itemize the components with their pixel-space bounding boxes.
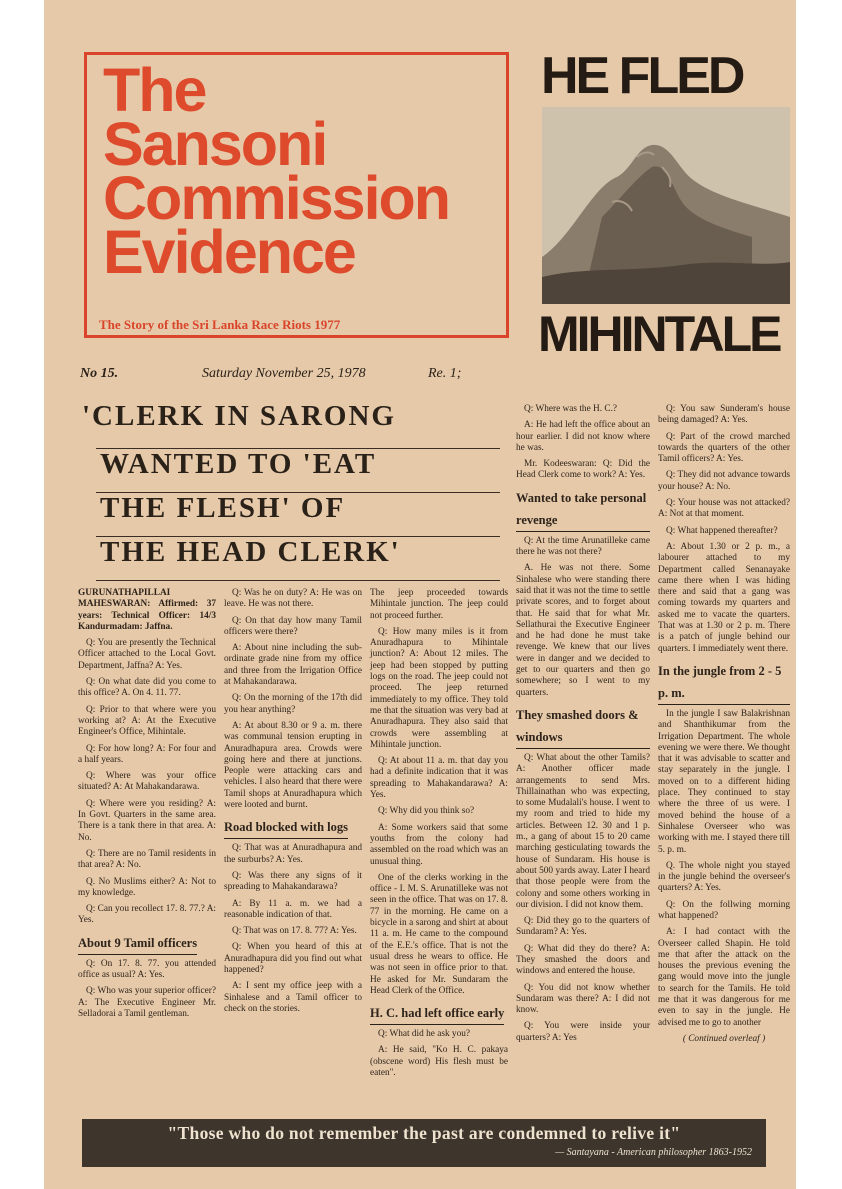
masthead-title [103,56,450,286]
subheading-text: Road blocked with logs [224,816,348,839]
paragraph: A. He was not there. Some Sinhalese who were standing there said that it was not the time to settle private scores, and to forget about that. He said that for what Mr. Sellathurai the Executive Engineer and he had done he must take revenge. We knew that our lives were in danger and we decided to get to our quarters and then go somewhere; so I went to my quarters. [516,563,650,698]
footer-quote-banner [82,1119,766,1167]
photo-headline-bottom: MIHINTALE [538,306,780,362]
masthead [84,52,509,338]
paragraph: A: At about 8.30 or 9 a. m. there was communal tension erupting in Anuradhapura area. Crowds were going here and there at junctions. People were attacking cars and vehicles. I also heard that there were Tamil shops at Anuradhapura which were looted and burnt. [224,720,362,811]
paragraph: Q: What happened thereafter? [666,525,778,536]
paragraph: Q: Where was the H. C.? [524,404,618,414]
paragraph: Q: There are no Tamil residents in that area? A: No. [78,848,216,871]
paragraph: Q: Who was your superior officer? A: The Executive Engineer Mr. Selladorai a Tamil gentleman. [78,986,216,1019]
article-column-5 [658,404,790,1050]
masthead-title-line: Sansoni [103,110,327,178]
paragraph: Q: Was he on duty? A: He was on leave. He was not there. [224,588,362,610]
photo-headline-top: HE FLED [541,47,743,105]
subheading [658,660,790,705]
paragraph: Q: At the time Arunatilleke came there he was not there? [516,535,650,558]
paragraph: A: He said, "Ko H. C. pakaya (obscene word) His flesh must be eaten". [370,1045,508,1078]
paragraph: Q: Why did you think so? [378,806,475,817]
paragraph: Q: Where was your office situated? A: At Mahakandarawa. [78,771,216,793]
paragraph: One of the clerks working in the office - I. M. S. Arunatilleke was not seen in the office. That was on 17. 8. 77 in the morning. He came on a bicycle in a sarong and shirt at about 11 a. m. He came to the compound of the E.E.'s office. That is not the usual dress he wears to office. He was not seen in office prior to that. He asked for Mr. Sundaram the Head Clerk of the Office. [370,872,508,996]
paragraph: Q: On 17. 8. 77. you attended office as usual? A: Yes. [78,958,216,981]
headline-line-3: THE FLESH' OF [100,492,346,524]
newspaper-page [44,0,796,1189]
article-column-1 [78,588,216,1025]
mihintale-rock-photo [542,107,790,304]
article-column-4 [516,404,650,1049]
masthead-title-line: Evidence [103,218,355,286]
subheading [516,704,650,749]
subheading [516,487,650,532]
paragraph: In the jungle I saw Balakrishnan and Shanthikumar from the Irrigation Department. The whole evening we were there. We thought that it was advisable to scatter and stay separately in the jungle. I moved on to a different hiding place. They continued to stay where the three of us were. I moved behind the house of a Sinhalese Overseer who was working with me. I stayed there till 5. p. m. [658,708,790,855]
paragraph: Q: What did they do there? A: They smashed the doors and windows and entered the house. [516,943,650,977]
paragraph: Q: When you heard of this at Anuradhapura did you find out what happened? [224,942,362,976]
paragraph: Q: Prior to that where were you working at? A: At the Executive Engineer's Office, Mihintale. [78,704,216,738]
headline-line-4: THE HEAD CLERK' [100,536,401,568]
paragraph: Q: What did he ask you? [378,1029,471,1040]
paragraph: Q. No Muslims either? A: Not to my knowledge. [78,876,216,898]
paragraph: A: About 1.30 or 2 p. m., a labourer attached to my Department called Senanayake came there when I was hiding there and said that a gang was coming towards my quarters and asked me to vacate the quarters. That was at 1.30 or 2 p. m. There is a patch of jungle behind our quarters. I immediately went there. [658,541,790,654]
paragraph: A: I sent my office jeep with a Sinhalese and a Tamil officer to check on the stories. [224,981,362,1014]
paragraph: Q: At about 11 a. m. that day you had a definite indication that it was spreading to Mahakandarawa? A: Yes. [370,756,508,801]
subheading-text: They smashed doors & windows [516,704,650,749]
witness-intro: GURUNATHAPILLAI MAHESWARAN: Affirmed: 37 years: Technical Officer: 14/3 Kandurmadam: Jaffna. [78,588,216,632]
masthead-title-line: The [103,56,206,124]
headline-rule [96,580,500,581]
paragraph: A: By 11 a. m. we had a reasonable indication of that. [224,898,362,920]
paragraph: A: I had contact with the Overseer called Shapin. He told me that after the attack on the houses the previous evening the gang would move into the jungle to search for the Tamils. He told me that it was dangerous for me even to say in the jungle. He advised me to go to another [658,927,790,1028]
footer-quote: "Those who do not remember the past are condemned to relive it" [167,1123,681,1143]
paragraph: Q: Did they go to the quarters of Sundaram? A: Yes. [516,916,650,938]
paragraph: A: About nine including the sub-ordinate grade nine from my office and three from the Irrigation Office at Mahakandarawa. [224,643,362,688]
subheading-text: About 9 Tamil officers [78,932,197,955]
masthead-title-line: Commission [103,164,450,232]
subheading-text: H. C. had left office early [370,1002,504,1025]
paragraph: Q: You saw Sunderam's house being damaged? A: Yes. [658,404,790,426]
subheading [224,816,362,839]
issue-number: No 15. [80,366,119,381]
paragraph: Mr. Kodeeswaran: Q: Did the Head Clerk come to work? A: Yes. [516,459,650,481]
masthead-subtitle: The Story of the Sri Lanka Race Riots 1977 [99,317,341,332]
issue-price: Re. 1; [428,366,462,381]
paragraph: Q: For how long? A: For four and a half years. [78,743,216,765]
subheading [78,932,216,955]
paragraph: Q: How many miles is it from Anuradhapura to Mihintale junction? A: About 12 miles. The jeep had been stopped by putting logs on the road. The jeep could not proceed. The jeep returned immediately to my office. They told me that the situation was very bad at Anuradhapura. They also said that crowds were assembling at Mihintale junction. [370,626,508,750]
paragraph: Q: They did not advance towards your house? A: No. [658,470,790,492]
subheading [370,1002,508,1025]
rock-landscape-image [542,107,790,304]
paragraph: Q: On what date did you come to this office? A. On 4. 11. 77. [78,677,216,699]
paragraph: Q: Was there any signs of it spreading to Mahakandarawa? [224,870,362,893]
paragraph: Q: Part of the crowd marched towards the quarters of the other Tamil officers? A: Yes. [658,431,790,465]
paragraph: Q: You are presently the Technical Officer attached to the Local Govt. Department, Jaffna? A: Yes. [78,638,216,671]
paragraph: Q: Can you recollect 17. 8. 77.? A: Yes. [78,904,216,926]
subheading-text: In the jungle from 2 - 5 p. m. [658,660,790,705]
article-column-3 [370,588,508,1084]
article-column-2 [224,588,362,1020]
paragraph: Q: You did not know whether Sundaram was there? A: I did not know. [516,982,650,1016]
subheading-text: Wanted to take personal revenge [516,487,650,532]
paragraph: The jeep proceeded towards Mihintale junction. The jeep could not proceed further. [370,588,508,621]
paragraph: A: He had left the office about an hour earlier. I did not know where he was. [516,420,650,453]
issue-line [80,366,500,386]
issue-date: Saturday November 25, 1978 [202,366,366,381]
paragraph: Q: On the follwing morning what happened? [658,899,790,921]
paragraph: Q: On the morning of the 17th did you hear anything? [224,693,362,715]
paragraph: Q: That was on 17. 8. 77? A: Yes. [232,926,357,937]
footer-attribution: — Santayana - American philosopher 1863-1952 [555,1147,752,1158]
paragraph: Q: You were inside your quarters? A: Yes [516,1021,650,1043]
continued-note: ( Continued overleaf ) [682,1033,766,1044]
paragraph: Q: What about the other Tamils? A: Another officer made arrangements to send Mrs. Thillainathan who was expecting, to some Mudalali's house. I went to my room and tried to hide my articles. Between 12. 30 and 1 p. m., a gang of about 15 to 20 came marching gesticulating towards the house of Sundaram. His house is about 500 yards away. Later I heard that those people were from the colony and some others working in our division. I did not know them. [516,752,650,910]
headline-line-2: WANTED TO 'EAT [100,448,377,480]
paragraph: Q: That was at Anuradhapura and the surburbs? A: Yes. [224,843,362,865]
paragraph: Q. The whole night you stayed in the jungle behind the overseer's quarters? A: Yes. [658,860,790,894]
paragraph: Q: Your house was not attacked? A: Not at that moment. [658,498,790,520]
paragraph: A: Some workers said that some youths from the colony had assembled on the road which was an unusual thing. [370,822,508,867]
paragraph: Q: On that day how many Tamil officers were there? [224,615,362,637]
headline-line-1: 'CLERK IN SARONG [82,400,396,432]
paragraph: Q: Where were you residing? A: In Govt. Quarters in the same area. There is a tank there in that area. A: No. [78,798,216,843]
